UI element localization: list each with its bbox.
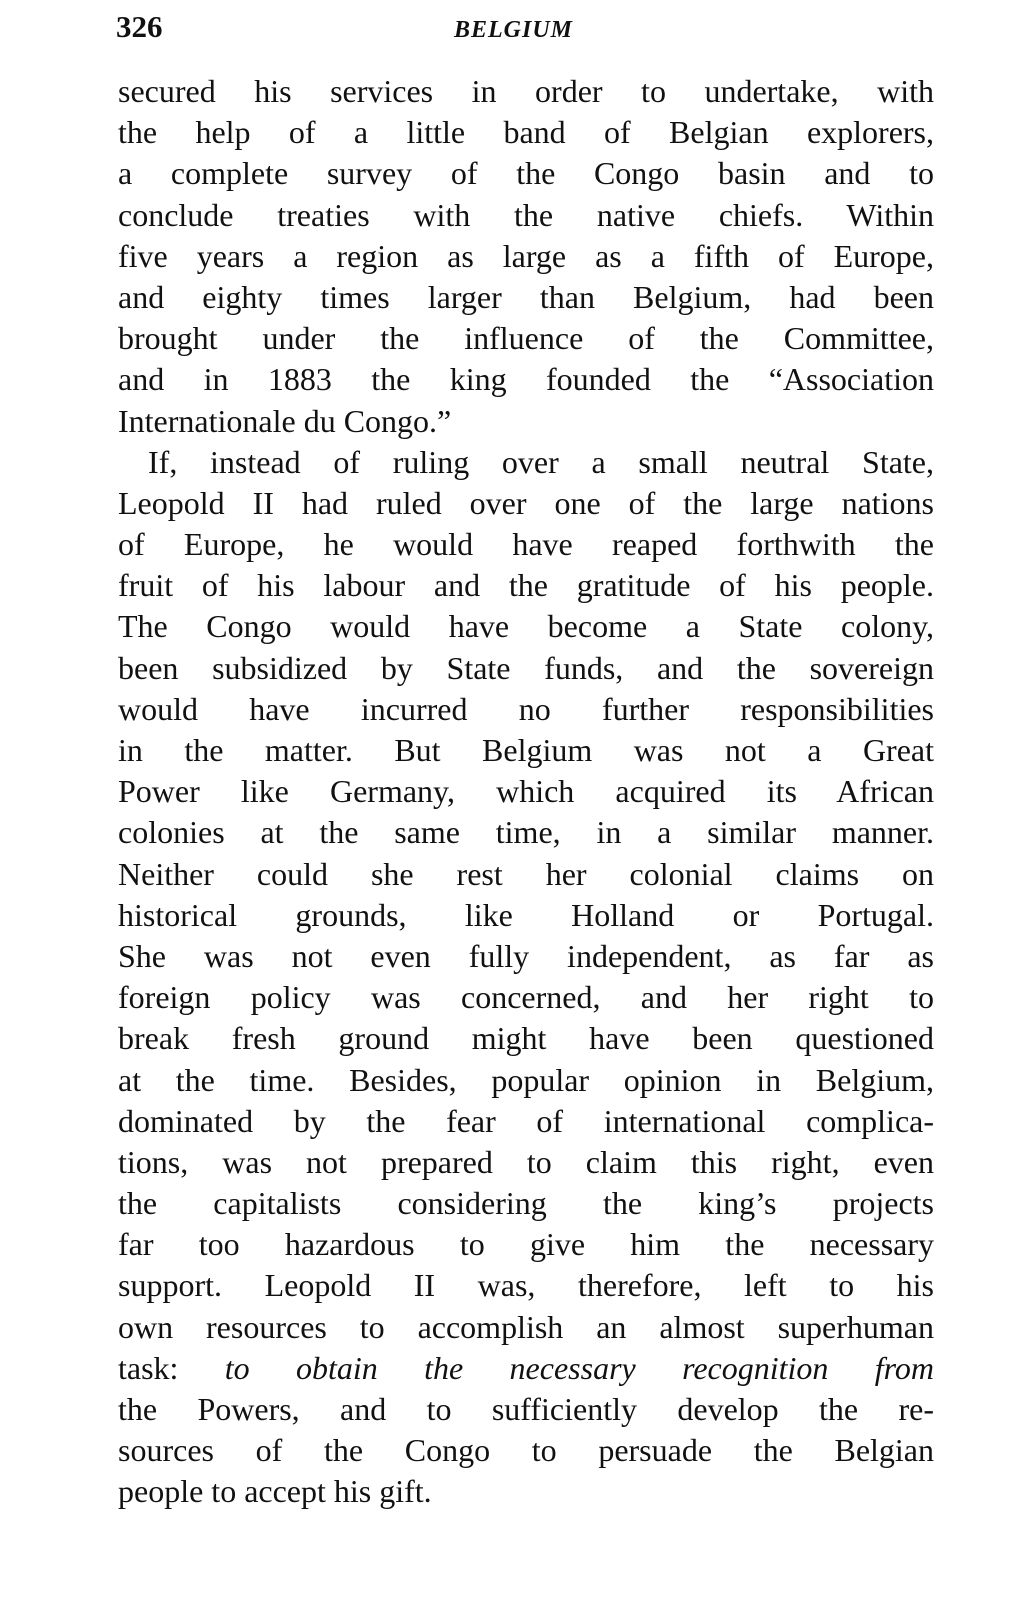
text-line: secured his services in order to undertake, with <box>118 73 934 109</box>
text-line: the capitalists considering the king’s projects <box>118 1185 934 1222</box>
text-line: at the time. Besides, popular opinion in Belgium, <box>118 1061 934 1098</box>
text-line: historical grounds, like Holland or Portugal. <box>118 896 934 933</box>
text-line: Neither could she rest her colonial claims on <box>118 855 934 892</box>
text-line: sources of the Congo to persuade the Belgian <box>118 1432 934 1469</box>
body-text <box>118 71 934 1513</box>
text-line: conclude treaties with the native chiefs. Within <box>118 196 934 233</box>
text-line: and in 1883 the king founded the “Association <box>118 361 934 398</box>
text-line: brought under the influence of the Committee, <box>118 320 934 357</box>
text-line: fruit of his labour and the gratitude of his people. <box>118 567 934 604</box>
text-line: She was not even fully independent, as far as <box>118 937 934 974</box>
text-line-with-italic <box>118 1348 934 1389</box>
text-line: tions, was not prepared to claim this right, even <box>118 1143 934 1180</box>
line-lead-text: task: <box>118 1349 179 1386</box>
text-line: a complete survey of the Congo basin and to <box>118 155 934 192</box>
paragraph-end-line: Internationale du Congo.” <box>118 402 452 439</box>
running-title: BELGIUM <box>454 17 574 43</box>
text-line: would have incurred no further responsibilities <box>118 690 934 727</box>
text-line: Power like Germany, which acquired its African <box>118 773 934 810</box>
text-line: support. Leopold II was, therefore, left to his <box>118 1267 934 1304</box>
page-number: 326 <box>116 9 163 44</box>
text-line: Leopold II had ruled over one of the large nations <box>118 484 934 521</box>
text-line: in the matter. But Belgium was not a Great <box>118 732 934 768</box>
text-line: The Congo would have become a State colony, <box>118 608 934 645</box>
italic-phrase: to obtain the necessary recognition from <box>224 1349 935 1386</box>
text-line: own resources to accomplish an almost superhuman <box>118 1308 934 1345</box>
text-line: foreign policy was concerned, and her right to <box>118 979 934 1016</box>
text-line: the help of a little band of Belgian explorers, <box>118 114 934 151</box>
text-line: colonies at the same time, in a similar manner. <box>118 814 934 851</box>
text-line: break fresh ground might have been questioned <box>118 1020 934 1057</box>
paragraph-end-line: people to accept his gift. <box>118 1473 432 1510</box>
text-line: five years a region as large as a fifth of Europe, <box>118 237 934 274</box>
text-line: and eighty times larger than Belgium, had been <box>118 278 934 315</box>
text-line: far too hazardous to give him the necessary <box>118 1226 934 1263</box>
paragraph-start-line: If, instead of ruling over a small neutral State, <box>148 443 934 480</box>
text-line: dominated by the fear of international complica- <box>118 1102 934 1139</box>
text-line: of Europe, he would have reaped forthwith the <box>118 526 934 563</box>
text-line: been subsidized by State funds, and the sovereign <box>118 649 934 686</box>
page-header <box>116 6 932 50</box>
text-line: the Powers, and to sufficiently develop the re- <box>118 1391 934 1427</box>
